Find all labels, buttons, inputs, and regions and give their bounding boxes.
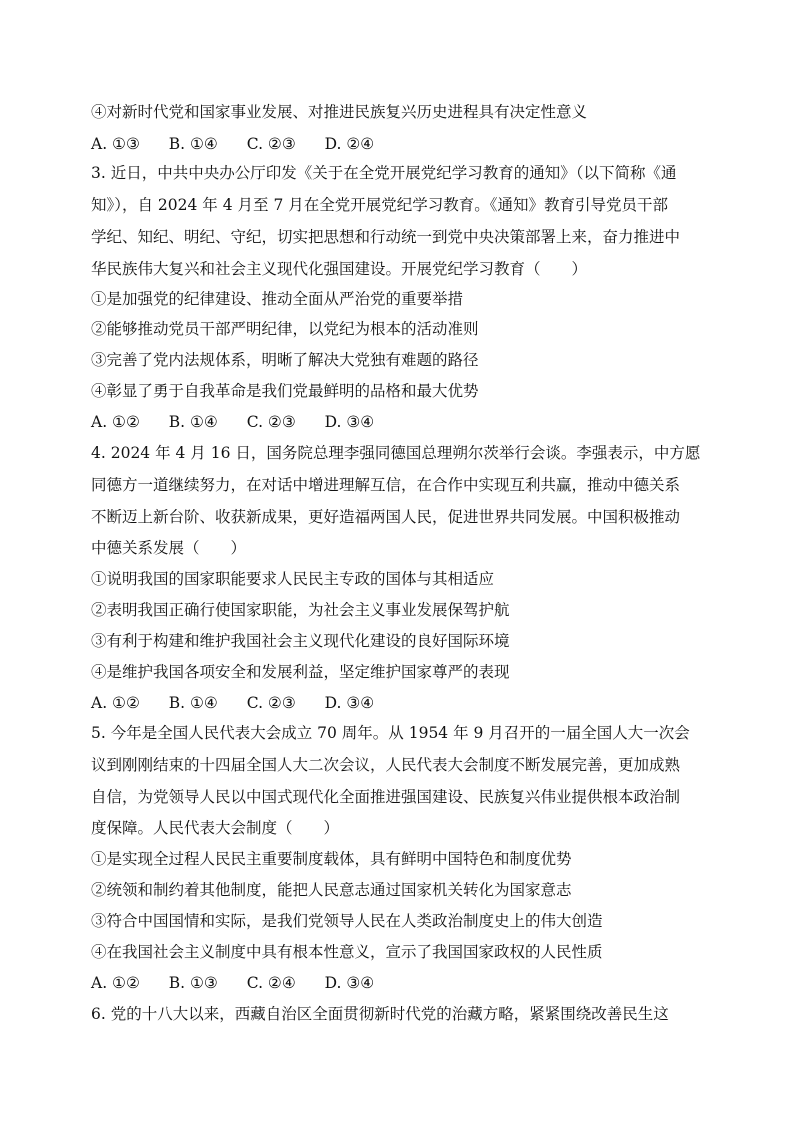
- q3-stem-line-3: 学纪、知纪、明纪、守纪，切实把思想和行动统一到党中央决策部署上来，奋力推进中: [91, 228, 681, 246]
- q4-options: [91, 687, 398, 719]
- q3-statement-1: ①是加强党的纪律建设、推动全面从严治党的重要举措: [91, 290, 464, 308]
- q4-option-b: B. ①④: [168, 694, 218, 712]
- q2-option-b: B. ①④: [168, 135, 218, 153]
- q4-stem-line-2: 同德方一道继续努力，在对话中增进理解互信，在合作中实现互利共赢，推动中德关系: [91, 476, 681, 494]
- q4-option-c: C. ②③: [246, 694, 296, 712]
- q3-statement-4: ④彰显了勇于自我革命是我们党最鲜明的品格和最大优势: [91, 382, 479, 400]
- q2-options: [91, 128, 398, 160]
- q4-stem-line-1: 4. 2024 年 4 月 16 日，国务院总理李强同德国总理朔尔茨举行会谈。李强表示，中方愿: [91, 444, 701, 462]
- q3-stem-line-4: 华民族伟大复兴和社会主义现代化强国建设。开展党纪学习教育（ ）: [91, 260, 588, 278]
- q5-statement-1: ①是实现全过程人民民主重要制度载体，具有鲜明中国特色和制度优势: [91, 850, 572, 868]
- q3-stem-line-1: 3. 近日，中共中央办公厅印发《关于在全党开展党纪学习教育的通知》（以下简称《通: [91, 164, 677, 182]
- q2-statement-4: ④对新时代党和国家事业发展、对推进民族复兴历史进程具有决定性意义: [91, 103, 588, 121]
- q5-statement-4: ④在我国社会主义制度中具有根本性意义，宣示了我国国家政权的人民性质: [91, 943, 603, 961]
- q4-option-d: D. ③④: [324, 694, 375, 712]
- q3-statement-3: ③完善了党内法规体系，明晰了解决大党独有难题的路径: [91, 351, 479, 369]
- q5-option-a: A. ①②: [91, 974, 140, 992]
- q5-stem-line-4: 度保障。人民代表大会制度（ ）: [91, 819, 340, 837]
- q5-option-b: B. ①③: [168, 974, 218, 992]
- q5-statement-3: ③符合中国国情和实际，是我们党领导人民在人类政治制度史上的伟大创造: [91, 912, 603, 930]
- q6-stem-line-1: 6. 党的十八大以来，西藏自治区全面贯彻新时代党的治藏方略，紧紧围绕改善民生这: [91, 1005, 669, 1023]
- q3-option-b: B. ①④: [168, 413, 218, 431]
- q3-option-d: D. ③④: [324, 413, 375, 431]
- q2-option-c: C. ②③: [246, 135, 296, 153]
- q3-statement-2: ②能够推动党员干部严明纪律，以党纪为根本的活动准则: [91, 320, 479, 338]
- q3-stem-line-2: 知》），自 2024 年 4 月至 7 月在全党开展党纪学习教育。《通知》教育引导党员干部: [91, 196, 668, 214]
- q4-stem-line-3: 不断迈上新台阶、收获新成果，更好造福两国人民，促进世界共同发展。中国积极推动: [91, 508, 681, 526]
- q5-stem-line-2: 议到刚刚结束的十四届全国人大二次会议，人民代表大会制度不断发展完善，更加成熟: [91, 756, 681, 774]
- q5-stem-line-1: 5. 今年是全国人民代表大会成立 70 周年。从 1954 年 9 月召开的一届全国人大一次会: [91, 724, 690, 742]
- q4-stem-line-4: 中德关系发展（ ）: [91, 539, 247, 557]
- q5-options: [91, 967, 398, 999]
- q2-option-d: D. ②④: [324, 135, 375, 153]
- q4-option-a: A. ①②: [91, 694, 140, 712]
- q4-statement-2: ②表明我国正确行使国家职能，为社会主义事业发展保驾护航: [91, 601, 510, 619]
- q5-statement-2: ②统领和制约着其他制度，能把人民意志通过国家机关转化为国家意志: [91, 881, 572, 899]
- q3-option-c: C. ②③: [246, 413, 296, 431]
- q3-options: [91, 406, 398, 438]
- q5-option-c: C. ②④: [246, 974, 296, 992]
- q4-statement-3: ③有利于构建和维护我国社会主义现代化建设的良好国际环境: [91, 632, 510, 650]
- q5-stem-line-3: 自信，为党领导人民以中国式现代化全面推进强国建设、民族复兴伟业提供根本政治制: [91, 788, 681, 806]
- q4-statement-1: ①说明我国的国家职能要求人民民主专政的国体与其相适应: [91, 570, 495, 588]
- q2-option-a: A. ①③: [91, 135, 140, 153]
- q3-option-a: A. ①②: [91, 413, 140, 431]
- q4-statement-4: ④是维护我国各项安全和发展利益，坚定维护国家尊严的表现: [91, 663, 510, 681]
- q5-option-d: D. ③④: [324, 974, 375, 992]
